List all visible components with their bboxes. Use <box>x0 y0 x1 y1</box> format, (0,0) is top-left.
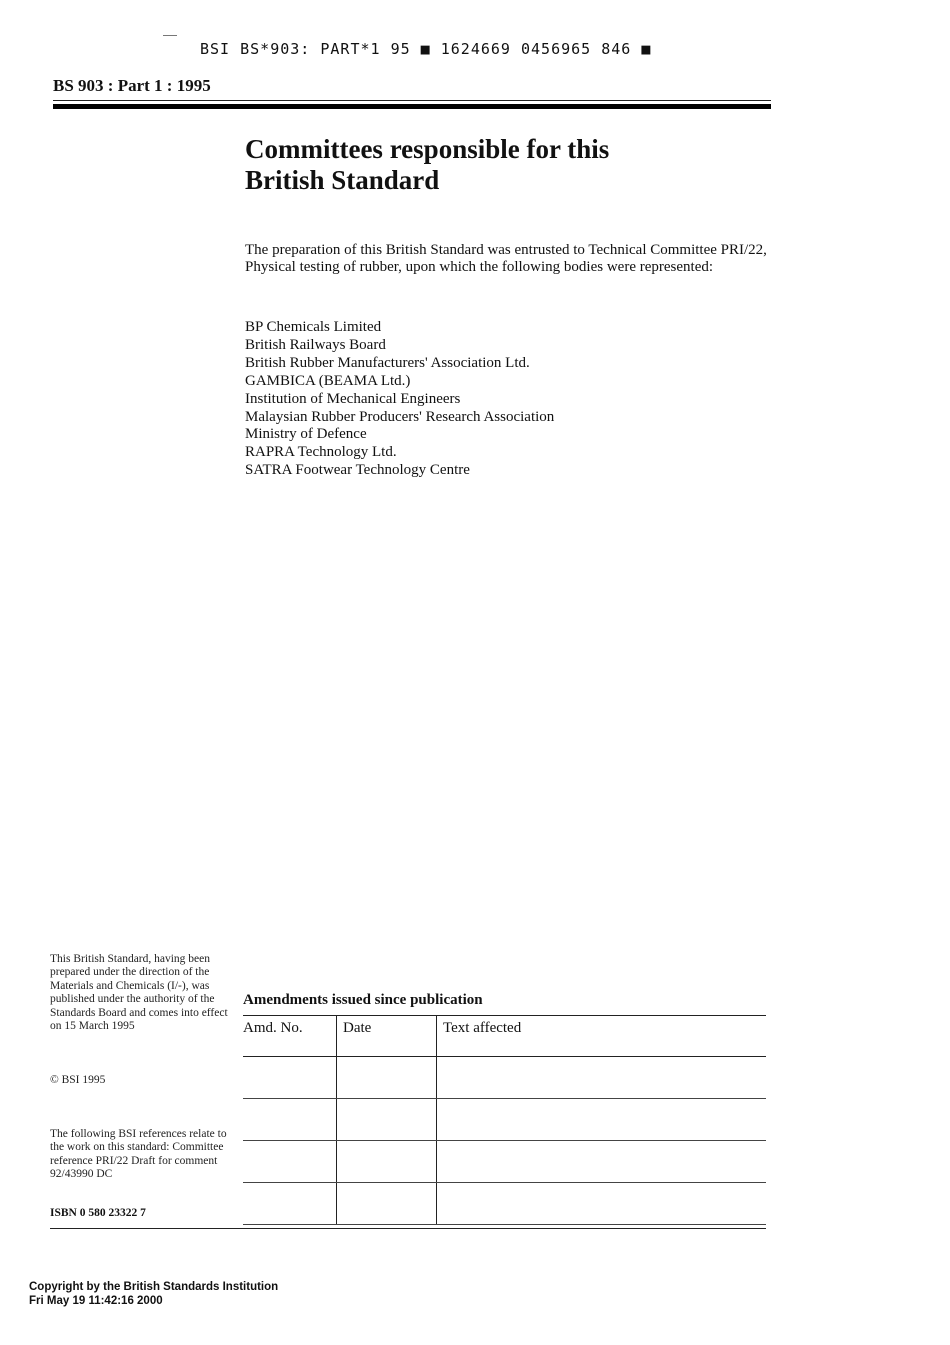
footer-line-1: Copyright by the British Standards Institution <box>29 1281 279 1293</box>
footer-timestamp: Fri May 19 11:42:16 2000 <box>29 1295 163 1307</box>
isbn: ISBN 0 580 23322 7 <box>50 1207 146 1219</box>
barcode-header: BSI BS*903: PART*1 95 ■ 1624669 0456965 846 ■ <box>200 40 652 58</box>
table-cell <box>437 1099 767 1141</box>
table-cell <box>437 1141 767 1183</box>
header-rule-thin <box>53 100 771 101</box>
intro-paragraph: The preparation of this British Standard was entrusted to Technical Committee PRI/22, Physical testing of rubber, upon which the following bodies were represented: <box>245 242 767 275</box>
list-item: BP Chemicals Limited <box>245 319 382 335</box>
publication-note: This British Standard, having been prepared under the direction of the Materials and Chemicals (I/-), was published under the authority of the Standards Board and comes into effect on 15 March 1995 <box>50 953 228 1033</box>
table-row <box>243 1183 766 1225</box>
list-item: Malaysian Rubber Producers' Research Association <box>245 408 555 425</box>
table-cell <box>337 1057 437 1099</box>
list-item: SATRA Footwear Technology Centre <box>245 462 470 479</box>
table-cell <box>243 1099 337 1141</box>
table-header-row <box>243 1016 766 1057</box>
table-row <box>243 1141 766 1183</box>
page-title-line-1: Committees responsible for this <box>245 134 610 164</box>
list-item: British Rubber Manufacturers' Association Ltd. <box>245 354 530 371</box>
list-item: RAPRA Technology Ltd. <box>245 444 397 461</box>
bottom-rule <box>50 1228 766 1229</box>
column-header-date: Date <box>337 1016 437 1057</box>
table-cell <box>337 1099 437 1141</box>
column-header-text-affected: Text affected <box>437 1016 767 1057</box>
copyright-footer <box>29 1280 278 1308</box>
table-cell <box>437 1057 767 1099</box>
amendments-table <box>243 1015 766 1225</box>
table-cell <box>243 1141 337 1183</box>
page-title <box>245 134 609 196</box>
amendments-title: Amendments issued since publication <box>243 992 483 1008</box>
list-item: British Railways Board <box>245 336 386 353</box>
document-id: BS 903 : Part 1 : 1995 <box>53 76 211 95</box>
represented-bodies-list <box>245 319 554 480</box>
list-item: Institution of Mechanical Engineers <box>245 390 461 407</box>
header-rule-thick <box>53 104 771 109</box>
table-cell <box>437 1183 767 1225</box>
table-cell <box>337 1183 437 1225</box>
table-cell <box>243 1183 337 1225</box>
list-item: GAMBICA (BEAMA Ltd.) <box>245 372 411 389</box>
margin-tick-mark <box>163 35 177 36</box>
list-item: Ministry of Defence <box>245 426 367 443</box>
table-row <box>243 1057 766 1099</box>
table-cell <box>243 1057 337 1099</box>
table-row <box>243 1099 766 1141</box>
table-cell <box>337 1141 437 1183</box>
column-header-amd-no: Amd. No. <box>243 1016 337 1057</box>
page-title-line-2: British Standard <box>245 165 440 195</box>
bsi-references-note: The following BSI references relate to the work on this standard: Committee reference PRI/22 Draft for comment 92/43990 DC <box>50 1128 227 1181</box>
copyright-notice: © BSI 1995 <box>50 1074 106 1086</box>
